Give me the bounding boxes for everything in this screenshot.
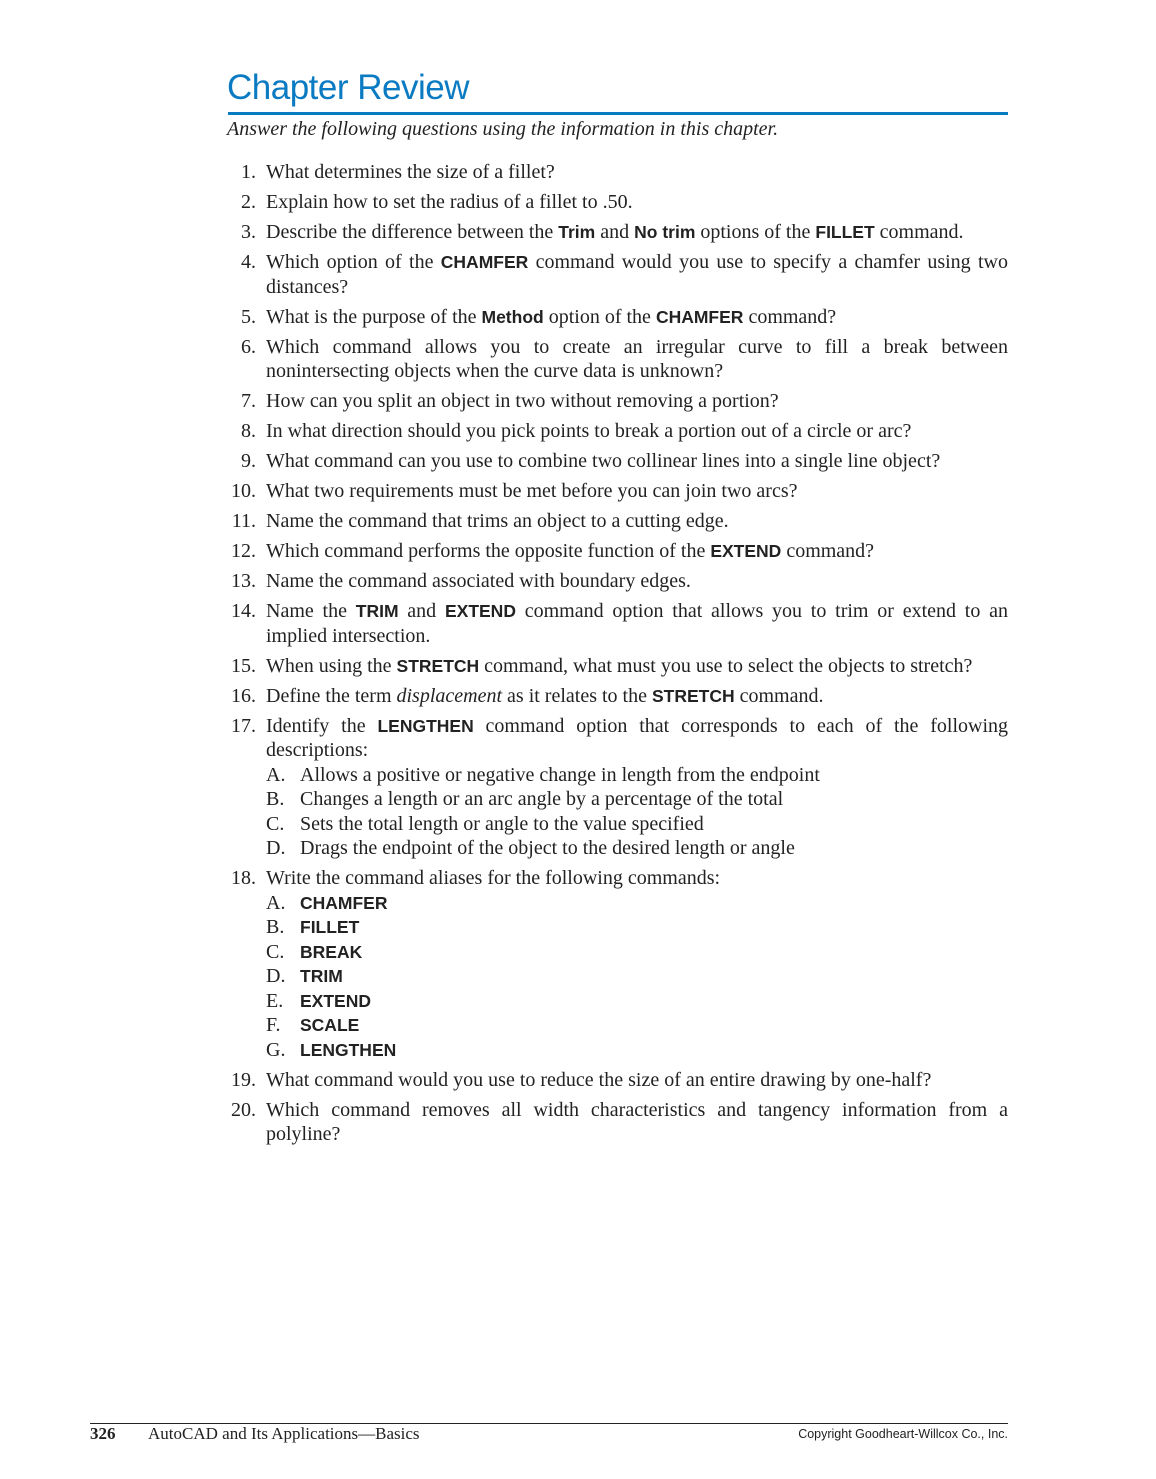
sub-item-letter: B. xyxy=(266,916,285,938)
question-item xyxy=(220,389,1008,414)
sub-item-text: SCALE xyxy=(300,1015,360,1035)
command-name: FILLET xyxy=(815,222,875,242)
sub-item-text: Drags the endpoint of the object to the desired length or angle xyxy=(300,837,795,859)
question-item xyxy=(220,569,1008,594)
question-number: 4. xyxy=(241,251,256,273)
sub-item-letter: D. xyxy=(266,837,286,859)
question-item xyxy=(220,714,1008,861)
sub-item-letter: A. xyxy=(266,763,286,786)
question-text xyxy=(266,335,1008,384)
text-segment: as it relates to the xyxy=(502,684,652,707)
command-name: LENGTHEN xyxy=(377,715,474,736)
question-text xyxy=(266,569,1008,594)
question-number: 11. xyxy=(231,510,256,532)
question-item xyxy=(220,160,1008,185)
sub-item xyxy=(266,836,1008,861)
question-text xyxy=(266,509,1008,534)
question-text xyxy=(266,449,1008,474)
question-number: 10. xyxy=(231,480,256,502)
command-name: CHAMFER xyxy=(440,252,529,272)
text-segment: When using the xyxy=(266,654,397,677)
sub-item-text: LENGTHEN xyxy=(300,1039,397,1060)
sub-item-text: Sets the total length or angle to the value specified xyxy=(300,812,704,835)
question-text xyxy=(266,250,1008,299)
sub-item-letter: C. xyxy=(266,940,285,963)
text-segment: What command would you use to reduce the size of an entire drawing by one-half? xyxy=(266,1068,932,1091)
text-segment: command. xyxy=(734,684,824,707)
instructions: Answer the following questions using the information in this chapter. xyxy=(227,118,779,140)
sub-item xyxy=(266,787,1008,812)
text-segment: Name the xyxy=(266,600,356,622)
sub-item-letter: A. xyxy=(266,891,286,914)
text-segment: Which command performs the opposite function of the xyxy=(266,540,711,562)
question-text xyxy=(266,714,1008,861)
question-item xyxy=(220,220,1008,245)
question-number: 17. xyxy=(231,714,256,737)
text-segment: command would you use to specify a chamfer using two distances? xyxy=(266,251,1008,298)
question-number: 12. xyxy=(231,540,256,562)
question-number: 14. xyxy=(231,600,256,622)
question-item xyxy=(220,479,1008,504)
question-item xyxy=(220,684,1008,709)
question-number: 7. xyxy=(241,390,256,412)
question-item xyxy=(220,419,1008,444)
sub-item-letter: B. xyxy=(266,788,285,810)
text-segment: command option that allows you to trim or extend to an implied intersection. xyxy=(266,600,1008,647)
question-item xyxy=(220,654,1008,679)
question-text xyxy=(266,654,1008,679)
command-name: STRETCH xyxy=(396,655,480,676)
command-name: TRIM xyxy=(355,601,399,621)
sub-item-letter: C. xyxy=(266,812,285,835)
question-item xyxy=(220,190,1008,215)
sub-item-letter: G. xyxy=(266,1038,286,1061)
text-segment: command? xyxy=(781,540,875,562)
text-segment: Write the command aliases for the following commands: xyxy=(266,867,721,889)
sub-item xyxy=(266,812,1008,837)
text-segment: What two requirements must be met before you can join two arcs? xyxy=(266,480,798,502)
sub-item-text: EXTEND xyxy=(300,990,371,1011)
question-item xyxy=(220,1098,1008,1147)
question-number: 9. xyxy=(241,450,256,472)
command-name: Method xyxy=(481,306,544,327)
text-segment: Explain how to set the radius of a fillet to .50. xyxy=(266,191,633,213)
question-text xyxy=(266,220,1008,245)
question-text xyxy=(266,539,1008,564)
question-text xyxy=(266,419,1008,444)
question-item xyxy=(220,449,1008,474)
command-name: STRETCH xyxy=(651,685,735,706)
text-segment: Which option of the xyxy=(266,251,441,273)
question-text xyxy=(266,479,1008,504)
text-segment: Which command removes all width characteristics and tangency information from a polyline? xyxy=(266,1098,1008,1145)
question-text xyxy=(266,866,1008,1062)
text-segment: option of the xyxy=(543,305,656,328)
sub-item-letter: D. xyxy=(266,965,286,987)
book-title: AutoCAD and Its Applications—Basics xyxy=(148,1424,420,1443)
sub-item-letter: E. xyxy=(266,989,284,1012)
sub-item-text: FILLET xyxy=(300,917,360,937)
question-number: 8. xyxy=(241,420,256,442)
text-segment: command? xyxy=(743,305,837,328)
sub-item xyxy=(266,940,1008,965)
text-segment: In what direction should you pick points to break a portion out of a circle or arc? xyxy=(266,420,912,442)
text-segment: command, what must you use to select the objects to stretch? xyxy=(479,654,973,677)
page-title: Chapter Review xyxy=(227,68,469,107)
page-number: 326 xyxy=(90,1424,116,1443)
sub-item-text: Changes a length or an arc angle by a percentage of the total xyxy=(300,788,784,810)
title-rule xyxy=(228,112,1008,115)
question-text xyxy=(266,160,1008,185)
text-segment: command. xyxy=(874,221,964,243)
question-text xyxy=(266,190,1008,215)
question-list xyxy=(220,160,1008,1152)
question-number: 20. xyxy=(231,1098,256,1121)
question-number: 3. xyxy=(241,221,256,243)
copyright: Copyright Goodheart-Willcox Co., Inc. xyxy=(798,1427,1008,1441)
text-segment: Which command allows you to create an irregular curve to fill a break between nonintersecting objects when the curve data is unknown? xyxy=(266,335,1008,382)
question-number: 6. xyxy=(241,335,256,358)
question-number: 5. xyxy=(241,305,256,328)
sub-item xyxy=(266,964,1008,989)
question-text xyxy=(266,599,1008,648)
sub-item xyxy=(266,891,1008,916)
sub-item-list xyxy=(266,763,1008,861)
text-segment: command option that corresponds to each of the following descriptions: xyxy=(266,714,1009,761)
question-text xyxy=(266,305,1008,330)
question-item xyxy=(220,335,1008,384)
question-number: 18. xyxy=(231,867,256,889)
sub-item xyxy=(266,763,1008,788)
question-text xyxy=(266,1068,1008,1093)
command-name: EXTEND xyxy=(710,541,782,561)
sub-item-text: TRIM xyxy=(300,966,343,986)
command-name: Trim xyxy=(558,222,596,242)
text-segment: What determines the size of a fillet? xyxy=(266,161,555,183)
text-segment: Identify the xyxy=(266,714,378,737)
text-segment: Define the term xyxy=(266,684,397,707)
sub-item-text: BREAK xyxy=(300,941,363,962)
sub-item-text: Allows a positive or negative change in length from the endpoint xyxy=(300,763,820,786)
emphasis-term: displacement xyxy=(396,684,503,707)
question-text xyxy=(266,1098,1008,1147)
sub-item xyxy=(266,1038,1008,1063)
question-number: 1. xyxy=(241,161,256,183)
question-text xyxy=(266,389,1008,414)
command-name: EXTEND xyxy=(444,601,516,621)
text-segment: options of the xyxy=(695,221,816,243)
text-segment: Name the command associated with boundary edges. xyxy=(266,570,691,592)
question-item xyxy=(220,250,1008,299)
text-segment: How can you split an object in two without removing a portion? xyxy=(266,390,779,412)
sub-item-text: CHAMFER xyxy=(300,892,388,913)
text-segment: What command can you use to combine two collinear lines into a single line object? xyxy=(266,450,941,472)
text-segment: Name the command that trims an object to a cutting edge. xyxy=(266,510,729,532)
question-number: 2. xyxy=(241,191,256,213)
question-item xyxy=(220,509,1008,534)
sub-item-letter: F. xyxy=(266,1014,281,1036)
sub-item-list xyxy=(266,891,1008,1063)
question-item xyxy=(220,539,1008,564)
command-name: No trim xyxy=(634,222,696,242)
question-number: 19. xyxy=(231,1068,256,1091)
question-item xyxy=(220,1068,1008,1093)
sub-item xyxy=(266,915,1008,940)
text-segment: and xyxy=(398,600,445,622)
question-item xyxy=(220,305,1008,330)
question-number: 13. xyxy=(231,570,256,592)
question-number: 16. xyxy=(231,684,256,707)
sub-item xyxy=(266,989,1008,1014)
command-name: CHAMFER xyxy=(655,306,744,327)
sub-item xyxy=(266,1013,1008,1038)
question-text xyxy=(266,684,1008,709)
text-segment: Describe the difference between the xyxy=(266,221,559,243)
question-item xyxy=(220,866,1008,1062)
text-segment: and xyxy=(595,221,635,243)
question-item xyxy=(220,599,1008,648)
question-number: 15. xyxy=(231,654,256,677)
text-segment: What is the purpose of the xyxy=(266,305,482,328)
